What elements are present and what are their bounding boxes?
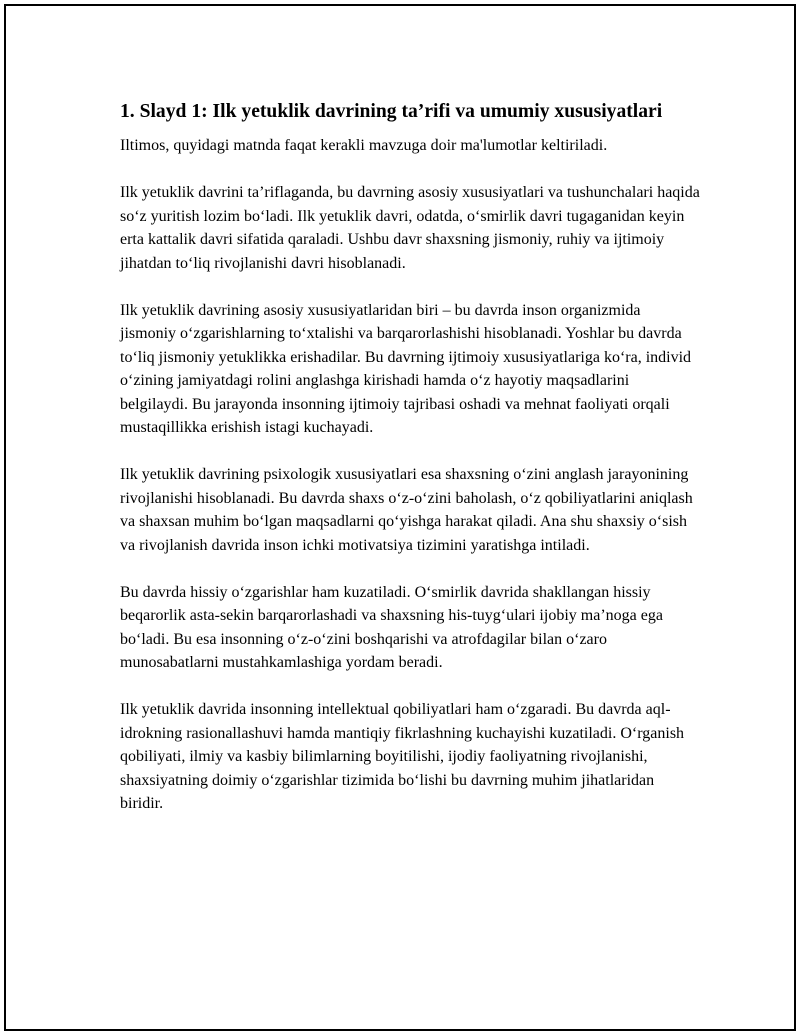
emotional-paragraph: Bu davrda hissiy o‘zgarishlar ham kuzatiladi. O‘smirlik davrida shakllangan hissiy beqarorlik asta-sekin barqarorlashadi va shaxsning his-tuyg‘ulari ijobiy ma’noga ega bo‘ladi. Bu esa insonning o‘z-o‘zini boshqarishi va atrofdagilar bilan o‘zaro munosabatlarni mustahkamlashiga yordam beradi. [120, 583, 663, 671]
intro-paragraph: Iltimos, quyidagi matnda faqat kerakli mavzuga doir ma'lumotlar keltiriladi. [120, 137, 608, 154]
definition-paragraph: Ilk yetuklik davrini ta’riflaganda, bu davrning asosiy xususiyatlari va tushunchalari haqida so‘z yuritish lozim bo‘ladi. Ilk yetuklik davri, odatda, o‘smirlik davri tugaganidan keyin erta kattalik davri sifatida qaraladi. Ushbu davr shaxsning jismoniy, ruhiy va ijtimoiy jihatdan to‘liq rivojlanishi davri hisoblanadi. [120, 184, 700, 272]
intellectual-paragraph: Ilk yetuklik davrida insonning intellektual qobiliyatlari ham o‘zgaradi. Bu davrda aql-idrokning rasionallashuvi hamda mantiqiy fikrlashning kuchayishi kuzatiladi. O‘rganish qobiliyati, ilmiy va kasbiy bilimlarning boyitilishi, ijodiy faoliyatning rivojlanishi, shaxsiyatning doimiy o‘zgarishlar tizimida bo‘lishi bu davrning muhim jihatlaridan biridir. [120, 701, 685, 812]
document-body [120, 98, 700, 839]
psychological-paragraph: Ilk yetuklik davrining psixologik xususiyatlari esa shaxsning o‘zini anglash jarayonining rivojlanishi hisoblanadi. Bu davrda shaxs o‘z-o‘zini baholash, o‘z qobiliyatlarini aniqlash va shaxsan muhim bo‘lgan maqsadlarni qo‘yishga harakat qiladi. Ana shu shaxsiy o‘sish va rivojlanish davrida inson ichki motivatsiya tizimini yaratishga intiladi. [120, 466, 693, 554]
document-page [4, 4, 796, 1031]
document-title: 1. Slayd 1: Ilk yetuklik davrining ta’rifi va umumiy xususiyatlari [120, 101, 663, 122]
physical-social-paragraph: Ilk yetuklik davrining asosiy xususiyatlaridan biri – bu davrda inson organizmida jismoniy o‘zgarishlarning to‘xtalishi va barqarorlashishi hisoblanadi. Yoshlar bu davrda to‘liq jismoniy yetuklikka erishadilar. Bu davrning ijtimoiy xususiyatlariga ko‘ra, individ o‘zining jamiyatdagi rolini anglashga kirishadi hamda o‘z hayotiy maqsadlarini belgilaydi. Bu jarayonda insonning ijtimoiy tajribasi oshadi va mehnat faoliyati orqali mustaqillikka erishish istagi kuchayadi. [120, 301, 692, 436]
